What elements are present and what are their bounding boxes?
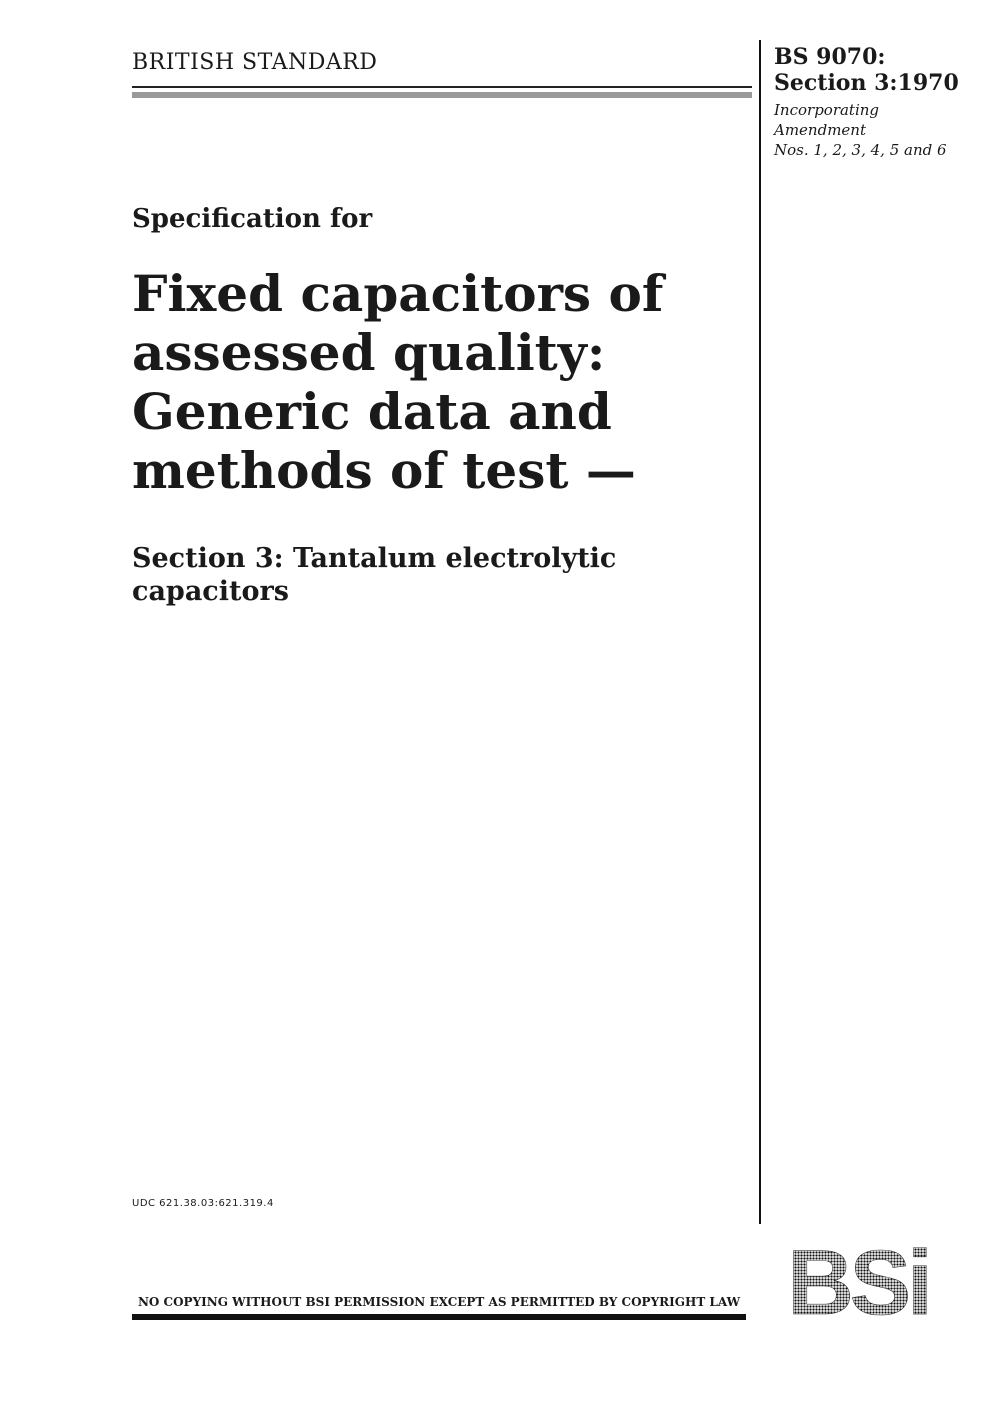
specification-for-label: Specification for [132, 204, 373, 234]
title-line: methods of test — [132, 441, 636, 500]
section-title-line: Section 3: Tantalum electrolytic [132, 543, 617, 574]
amendment-note [774, 100, 947, 160]
amendment-line: Incorporating [774, 101, 880, 119]
standard-section-line: Section 3:1970 [774, 70, 959, 96]
standard-number-line: BS 9070: [774, 44, 886, 70]
document-title [132, 264, 732, 500]
standard-number [774, 44, 959, 96]
footer-rule [132, 1314, 746, 1320]
header-rule [132, 86, 752, 88]
right-column-divider [759, 40, 761, 1224]
title-line: Fixed capacitors of [132, 264, 664, 323]
title-line: assessed quality: [132, 323, 606, 382]
udc-code: UDC 621.38.03:621.319.4 [132, 1198, 274, 1209]
svg-text:BSi: BSi [787, 1242, 929, 1322]
header-grey-band [132, 92, 752, 98]
amendment-line: Amendment [774, 121, 866, 139]
bsi-logo [770, 1242, 946, 1322]
section-title [132, 542, 732, 608]
standard-type-label: BRITISH STANDARD [132, 50, 378, 75]
title-line: Generic data and [132, 382, 612, 441]
amendment-line: Nos. 1, 2, 3, 4, 5 and 6 [774, 141, 947, 159]
copyright-notice: NO COPYING WITHOUT BSI PERMISSION EXCEPT AS PERMITTED BY COPYRIGHT LAW [137, 1295, 741, 1309]
section-title-line: capacitors [132, 576, 289, 607]
